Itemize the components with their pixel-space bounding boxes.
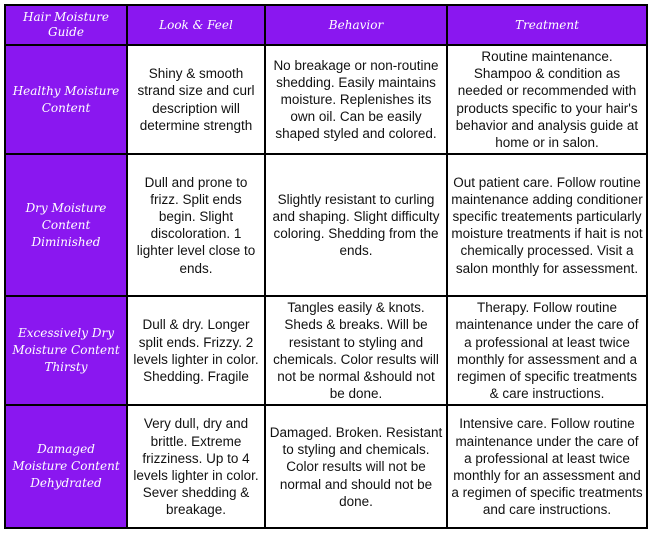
hair-moisture-guide <box>4 4 648 529</box>
table-row <box>5 296 647 405</box>
cell-behavior: Tangles easily & knots. Sheds & breaks. Will be resistant to styling and chemicals. Color results will not be normal &should not be done. <box>265 296 447 405</box>
row-label-damaged: Damaged Moisture Content Dehydrated <box>5 405 127 528</box>
cell-look-feel: Dull & dry. Longer split ends. Frizzy. 2 levels lighter in color. Shedding. Fragile <box>127 296 265 405</box>
cell-look-feel: Shiny & smooth strand size and curl description will determine strength <box>127 45 265 154</box>
cell-behavior: Damaged. Broken. Resistant to styling and chemicals. Color results will not be normal and should not be done. <box>265 405 447 528</box>
header-treatment: Treatment <box>447 5 647 45</box>
row-label-dry: Dry Moisture Content Diminished <box>5 154 127 296</box>
cell-behavior: No breakage or non-routine shedding. Easily maintains moisture. Replenishes its own oil. Can be easily shaped styled and colored. <box>265 45 447 154</box>
header-look-feel: Look & Feel <box>127 5 265 45</box>
table-header-row <box>5 5 647 45</box>
header-guide: Hair Moisture Guide <box>5 5 127 45</box>
cell-look-feel: Very dull, dry and brittle. Extreme frizziness. Up to 4 levels lighter in color. Sever shedding & breakage. <box>127 405 265 528</box>
row-label-excessively-dry: Excessively Dry Moisture Content Thirsty <box>5 296 127 405</box>
header-behavior: Behavior <box>265 5 447 45</box>
cell-look-feel: Dull and prone to frizz. Split ends begin. Slight discoloration. 1 lighter level close to ends. <box>127 154 265 296</box>
cell-treatment: Intensive care. Follow routine maintenance under the care of a professional at least twice monthly for an assessment and a regimen of specific treatments and care instructions. <box>447 405 647 528</box>
table-row <box>5 45 647 154</box>
cell-treatment: Out patient care. Follow routine maintenance adding conditioner specific treatements particularly moisture treatments if hait is not chemically processed. Visit a salon monthly for assessment. <box>447 154 647 296</box>
table-row <box>5 154 647 296</box>
cell-behavior: Slightly resistant to curling and shaping. Slight difficulty coloring. Shedding from the ends. <box>265 154 447 296</box>
row-label-healthy: Healthy Moisture Content <box>5 45 127 154</box>
table-row <box>5 405 647 528</box>
cell-treatment: Routine maintenance. Shampoo & condition as needed or recommended with products specific to your hair's behavior and analysis guide at home or in salon. <box>447 45 647 154</box>
moisture-guide-table <box>4 4 648 529</box>
cell-treatment: Therapy. Follow routine maintenance under the care of a professional at least twice monthly for assessment and a regimen of specific treatments & care instructions. <box>447 296 647 405</box>
